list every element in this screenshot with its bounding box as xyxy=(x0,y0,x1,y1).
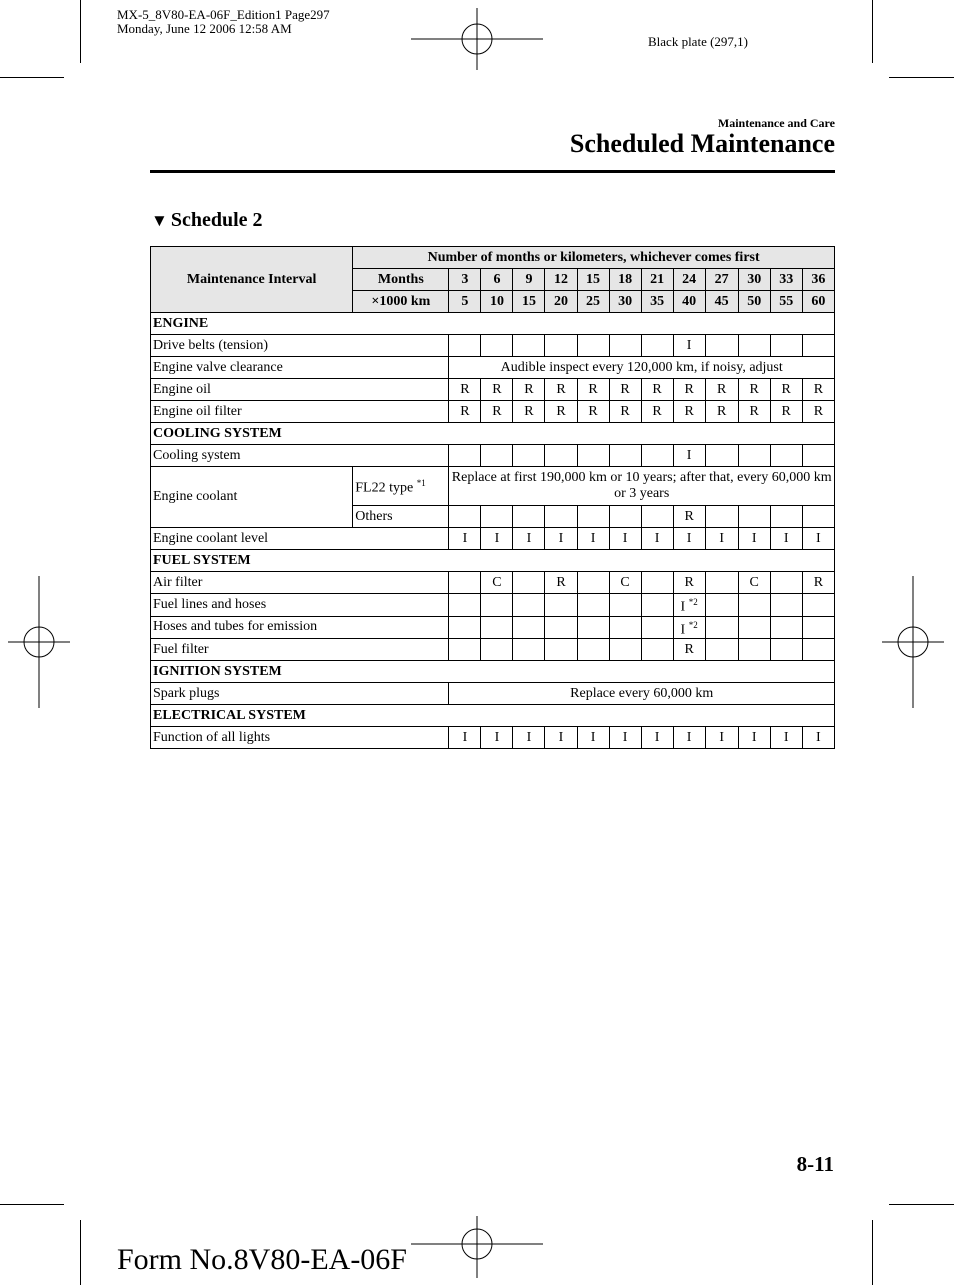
interval-cell: R xyxy=(705,401,738,423)
km-cell: 50 xyxy=(738,291,770,313)
interval-cell: R xyxy=(673,401,705,423)
interval-cell xyxy=(641,594,673,617)
interval-cell: I xyxy=(802,528,834,550)
category-row-electrical xyxy=(151,705,835,727)
interval-cell xyxy=(545,594,577,617)
interval-cell xyxy=(770,506,802,528)
interval-cell xyxy=(705,639,738,661)
interval-cell xyxy=(641,616,673,639)
interval-cell xyxy=(577,445,609,467)
interval-cell xyxy=(513,445,545,467)
sub-label-text: FL22 type xyxy=(355,480,414,496)
interval-cell xyxy=(673,616,705,639)
category-row-engine xyxy=(151,313,835,335)
interval-cell: I xyxy=(705,528,738,550)
interval-cell xyxy=(577,639,609,661)
interval-cell xyxy=(770,572,802,594)
interval-cell: I xyxy=(481,528,513,550)
interval-cell: R xyxy=(673,379,705,401)
interval-cell: R xyxy=(673,572,705,594)
footnote-mark: *2 xyxy=(688,619,698,630)
km-cell: 40 xyxy=(673,291,705,313)
interval-cell xyxy=(738,594,770,617)
section-name: Maintenance and Care xyxy=(717,116,835,130)
km-cell: 15 xyxy=(513,291,545,313)
interval-cell xyxy=(609,594,641,617)
interval-cell: I xyxy=(641,528,673,550)
interval-cell xyxy=(513,572,545,594)
interval-cell xyxy=(738,445,770,467)
interval-cell xyxy=(513,639,545,661)
interval-cell: R xyxy=(802,572,834,594)
interval-cell xyxy=(641,572,673,594)
interval-cell xyxy=(449,616,481,639)
interval-cell: R xyxy=(673,639,705,661)
interval-cell: R xyxy=(577,379,609,401)
interval-cell xyxy=(802,639,834,661)
interval-cell xyxy=(641,639,673,661)
interval-cell xyxy=(609,335,641,357)
interval-cell: I xyxy=(802,727,834,749)
km-header: ×1000 km xyxy=(353,291,449,313)
interval-cell: C xyxy=(738,572,770,594)
row-label: Engine coolant xyxy=(151,467,353,528)
interval-cell xyxy=(609,639,641,661)
interval-cell: R xyxy=(609,401,641,423)
interval-cell: R xyxy=(641,401,673,423)
interval-cell: I xyxy=(673,727,705,749)
interval-cell: I xyxy=(609,727,641,749)
interval-cell: R xyxy=(609,379,641,401)
interval-cell xyxy=(770,335,802,357)
interval-cell xyxy=(513,594,545,617)
interval-cell: I xyxy=(577,528,609,550)
print-header xyxy=(117,8,330,36)
interval-cell: I xyxy=(545,528,577,550)
interval-cell: R xyxy=(802,401,834,423)
interval-cell: I xyxy=(513,727,545,749)
interval-cell xyxy=(449,445,481,467)
table-row xyxy=(151,639,835,661)
category-row-cooling xyxy=(151,423,835,445)
footnote-mark: *1 xyxy=(416,478,426,489)
row-label: Hoses and tubes for emission xyxy=(151,616,449,639)
interval-cell: I xyxy=(609,528,641,550)
km-cell: 45 xyxy=(705,291,738,313)
interval-cell: I xyxy=(641,727,673,749)
row-label: Drive belts (tension) xyxy=(151,335,449,357)
interval-cell: R xyxy=(513,379,545,401)
interval-cell xyxy=(481,639,513,661)
interval-cell xyxy=(577,506,609,528)
interval-cell: I xyxy=(705,727,738,749)
months-header: Months xyxy=(353,269,449,291)
row-label: Air filter xyxy=(151,572,449,594)
interval-cell: I xyxy=(449,528,481,550)
interval-cell xyxy=(545,335,577,357)
interval-cell xyxy=(673,594,705,617)
interval-cell xyxy=(705,506,738,528)
interval-cell: I xyxy=(673,528,705,550)
month-cell: 12 xyxy=(545,269,577,291)
interval-cell: I xyxy=(738,727,770,749)
interval-cell: R xyxy=(738,379,770,401)
interval-cell: I xyxy=(673,335,705,357)
interval-cell xyxy=(802,445,834,467)
registration-mark-right xyxy=(882,576,944,708)
interval-cell xyxy=(641,445,673,467)
header-row-span xyxy=(151,247,835,269)
table-row xyxy=(151,335,835,357)
interval-cell xyxy=(449,506,481,528)
km-cell: 5 xyxy=(449,291,481,313)
row-note: Audible inspect every 120,000 km, if noisy, adjust xyxy=(449,357,835,379)
page-title: Scheduled Maintenance xyxy=(569,129,835,158)
interval-cell: R xyxy=(545,572,577,594)
table-row xyxy=(151,683,835,705)
interval-cell xyxy=(738,639,770,661)
schedule-heading xyxy=(151,209,263,232)
interval-cell xyxy=(609,616,641,639)
interval-cell xyxy=(738,616,770,639)
km-cell: 20 xyxy=(545,291,577,313)
table-row xyxy=(151,572,835,594)
month-cell: 9 xyxy=(513,269,545,291)
interval-cell xyxy=(449,572,481,594)
interval-cell: I xyxy=(545,727,577,749)
interval-cell xyxy=(770,594,802,617)
interval-cell xyxy=(705,572,738,594)
sub-label: Others xyxy=(353,506,449,528)
interval-cell: R xyxy=(513,401,545,423)
table-row xyxy=(151,616,835,639)
interval-cell xyxy=(545,639,577,661)
interval-cell xyxy=(481,594,513,617)
interval-cell xyxy=(802,616,834,639)
print-header-line2: Monday, June 12 2006 12:58 AM xyxy=(117,21,292,36)
table-row xyxy=(151,467,835,506)
interval-cell: R xyxy=(481,379,513,401)
interval-cell xyxy=(641,506,673,528)
print-plate: Black plate (297,1) xyxy=(648,34,748,49)
interval-cell xyxy=(609,506,641,528)
interval-cell: C xyxy=(609,572,641,594)
km-cell: 35 xyxy=(641,291,673,313)
category-row-fuel xyxy=(151,550,835,572)
interval-cell xyxy=(481,445,513,467)
row-note: Replace every 60,000 km xyxy=(449,683,835,705)
interval-cell xyxy=(545,616,577,639)
table-row xyxy=(151,594,835,617)
km-cell: 30 xyxy=(609,291,641,313)
km-cell: 10 xyxy=(481,291,513,313)
interval-cell: I xyxy=(449,727,481,749)
interval-cell xyxy=(802,594,834,617)
interval-cell: I xyxy=(513,528,545,550)
interval-cell: R xyxy=(577,401,609,423)
interval-cell xyxy=(802,506,834,528)
interval-cell xyxy=(481,616,513,639)
title-rule xyxy=(150,170,835,173)
row-label: Cooling system xyxy=(151,445,449,467)
interval-cell: R xyxy=(770,379,802,401)
interval-cell xyxy=(513,616,545,639)
interval-cell xyxy=(449,335,481,357)
month-cell: 6 xyxy=(481,269,513,291)
print-header-line1: MX-5_8V80-EA-06F_Edition1 Page297 xyxy=(117,7,330,22)
interval-cell: R xyxy=(545,401,577,423)
interval-cell xyxy=(705,616,738,639)
month-cell: 18 xyxy=(609,269,641,291)
registration-mark-left xyxy=(8,576,70,708)
table-row xyxy=(151,445,835,467)
registration-mark-top xyxy=(411,8,543,70)
interval-cell xyxy=(577,335,609,357)
category-ignition: IGNITION SYSTEM xyxy=(151,661,835,683)
registration-mark-bottom xyxy=(411,1216,543,1278)
form-number: Form No.8V80-EA-06F xyxy=(117,1243,407,1276)
month-cell: 24 xyxy=(673,269,705,291)
interval-cell: R xyxy=(673,506,705,528)
month-cell: 27 xyxy=(705,269,738,291)
table-row xyxy=(151,357,835,379)
table-row xyxy=(151,528,835,550)
interval-cell: R xyxy=(481,401,513,423)
month-cell: 15 xyxy=(577,269,609,291)
month-cell: 3 xyxy=(449,269,481,291)
interval-cell: I xyxy=(673,445,705,467)
interval-cell xyxy=(770,639,802,661)
interval-cell xyxy=(577,616,609,639)
km-cell: 60 xyxy=(802,291,834,313)
interval-cell: I xyxy=(577,727,609,749)
interval-cell xyxy=(481,506,513,528)
interval-cell xyxy=(705,445,738,467)
interval-cell: R xyxy=(705,379,738,401)
row-label: Spark plugs xyxy=(151,683,449,705)
interval-cell xyxy=(577,594,609,617)
month-cell: 33 xyxy=(770,269,802,291)
interval-cell xyxy=(770,445,802,467)
span-header: Number of months or kilometers, whichever comes first xyxy=(353,247,835,269)
row-label: Engine oil xyxy=(151,379,449,401)
interval-cell: I xyxy=(481,727,513,749)
km-cell: 25 xyxy=(577,291,609,313)
row-label: Fuel lines and hoses xyxy=(151,594,449,617)
interval-value: I xyxy=(680,622,686,638)
interval-cell xyxy=(770,616,802,639)
month-cell: 36 xyxy=(802,269,834,291)
table-row xyxy=(151,379,835,401)
interval-cell xyxy=(545,506,577,528)
interval-cell: I xyxy=(770,528,802,550)
interval-cell xyxy=(513,506,545,528)
sub-label xyxy=(353,467,449,506)
row-label: Engine oil filter xyxy=(151,401,449,423)
interval-cell xyxy=(481,335,513,357)
interval-cell: R xyxy=(449,401,481,423)
interval-cell xyxy=(577,572,609,594)
km-cell: 55 xyxy=(770,291,802,313)
category-row-ignition xyxy=(151,661,835,683)
interval-cell xyxy=(545,445,577,467)
interval-cell xyxy=(738,506,770,528)
table-row xyxy=(151,401,835,423)
interval-cell: R xyxy=(770,401,802,423)
interval-cell xyxy=(449,594,481,617)
row-label: Fuel filter xyxy=(151,639,449,661)
category-cooling: COOLING SYSTEM xyxy=(151,423,835,445)
table-row xyxy=(151,727,835,749)
interval-cell: R xyxy=(641,379,673,401)
interval-cell xyxy=(609,445,641,467)
interval-cell xyxy=(641,335,673,357)
schedule-title: Schedule 2 xyxy=(170,209,263,231)
month-cell: 21 xyxy=(641,269,673,291)
interval-value: I xyxy=(680,599,686,615)
row-label: Function of all lights xyxy=(151,727,449,749)
interval-cell xyxy=(449,639,481,661)
page-number: 8-11 xyxy=(796,1152,834,1176)
interval-cell xyxy=(513,335,545,357)
interval-cell: C xyxy=(481,572,513,594)
interval-cell: R xyxy=(449,379,481,401)
category-electrical: ELECTRICAL SYSTEM xyxy=(151,705,835,727)
interval-cell: I xyxy=(770,727,802,749)
interval-cell: R xyxy=(545,379,577,401)
interval-cell: R xyxy=(738,401,770,423)
triangle-down-icon: ▼ xyxy=(151,211,168,230)
month-cell: 30 xyxy=(738,269,770,291)
footnote-mark: *2 xyxy=(688,597,698,607)
row-note: Replace at first 190,000 km or 10 years; after that, every 60,000 km or 3 years xyxy=(449,467,835,506)
row-label: Engine valve clearance xyxy=(151,357,449,379)
row-label: Engine coolant level xyxy=(151,528,449,550)
interval-cell xyxy=(738,335,770,357)
category-fuel: FUEL SYSTEM xyxy=(151,550,835,572)
interval-cell: I xyxy=(738,528,770,550)
interval-cell xyxy=(802,335,834,357)
interval-cell: R xyxy=(802,379,834,401)
interval-cell xyxy=(705,335,738,357)
interval-header: Maintenance Interval xyxy=(151,247,353,313)
category-engine: ENGINE xyxy=(151,313,835,335)
maintenance-table xyxy=(150,246,835,749)
interval-cell xyxy=(705,594,738,617)
